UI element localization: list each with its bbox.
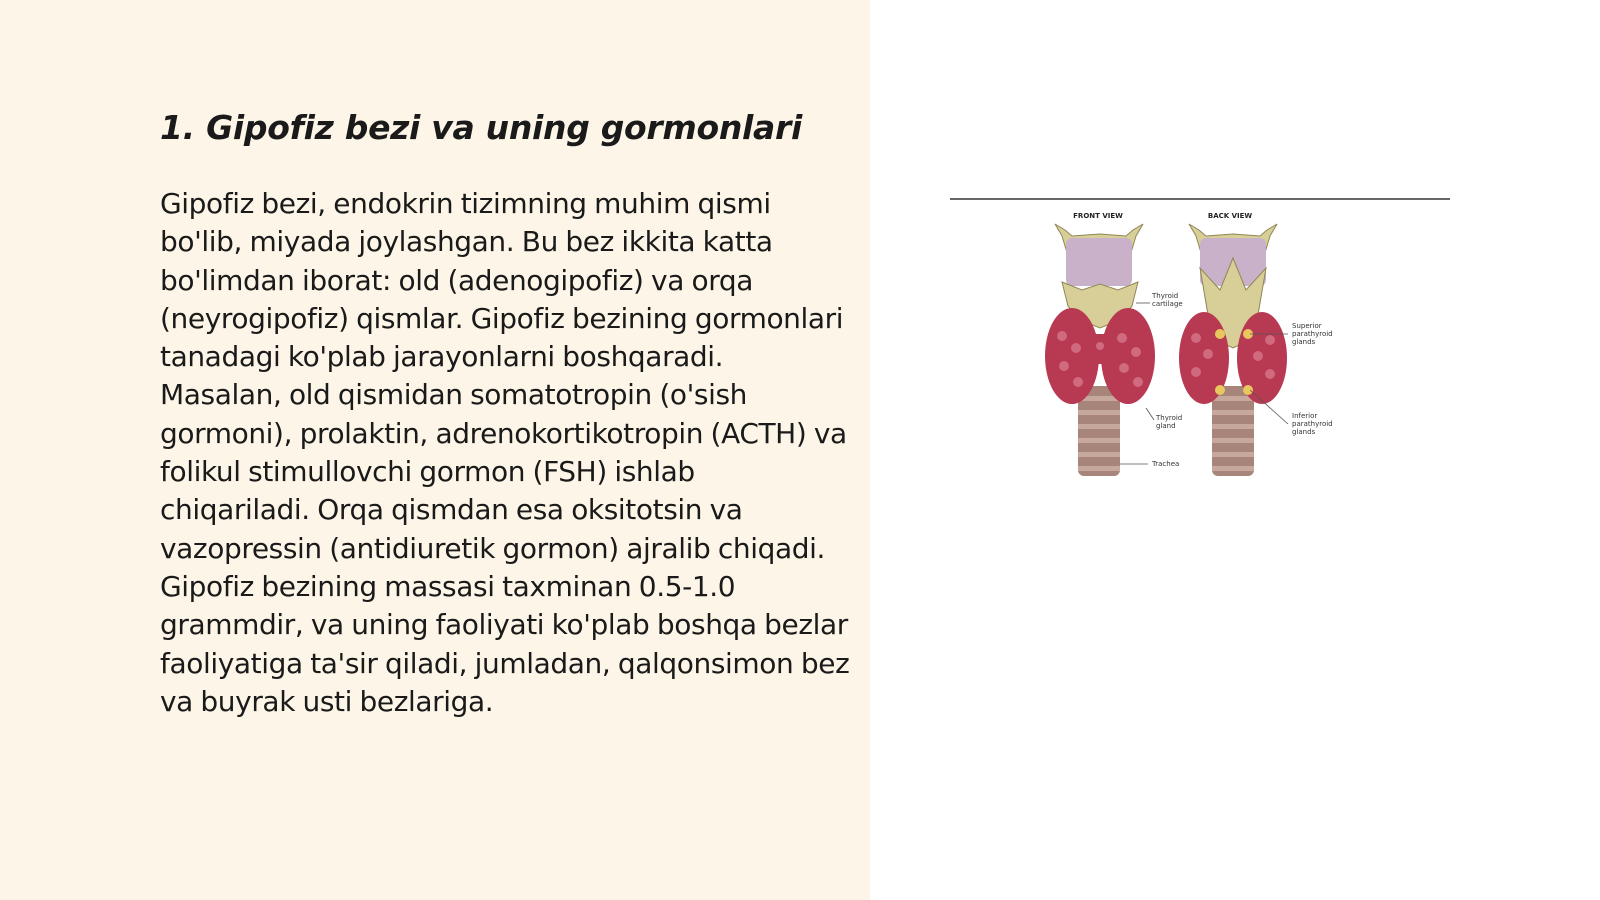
- label-thyroid-cartilage-1: Thyroid: [1152, 292, 1179, 300]
- slide-body-text: Gipofiz bezi, endokrin tizimning muhim qismi bo'lib, miyada joylashgan. Bu bez ikkita katta bo'limdan iborat: old (adenogipofiz) va orqa (neyrogipofiz) qismlar. Gipofiz bezining gormonlari tanadagi ko'plab jarayonlarni boshqaradi. Masalan, old qismidan somatotropin (o'sish gormoni), prolaktin, adrenokortikotropin (ACTH) va folikul stimullovchi gormon (FSH) ishlab chiqariladi. Orqa qismdan esa oksitotsin va vazopressin (antidiuretik gormon) ajralib chiqadi. Gipofiz bezining massasi taxminan 0.5-1.0 grammdir, va uning faoliyati ko'plab boshqa bezlar faoliyatiga ta'sir qiladi, jumladan, qalqonsimon bez va buyrak usti bezlariga.: [160, 187, 850, 718]
- front-view-label: FRONT VIEW: [1073, 212, 1123, 220]
- front-view-drawing: [1045, 224, 1155, 476]
- label-trachea: Trachea: [1152, 460, 1180, 468]
- back-view-drawing: [1179, 224, 1287, 476]
- label-inferior-parathyroid-3: glands: [1292, 428, 1316, 436]
- label-superior-parathyroid-3: glands: [1292, 338, 1316, 346]
- label-superior-parathyroid-2: parathyroid: [1292, 330, 1333, 338]
- label-superior-parathyroid-1: Superior: [1292, 322, 1322, 330]
- label-inferior-parathyroid-2: parathyroid: [1292, 420, 1333, 428]
- thyroid-anatomy-svg: [950, 198, 1450, 478]
- back-view-label: BACK VIEW: [1207, 212, 1253, 220]
- label-inferior-parathyroid-1: Inferior: [1292, 412, 1318, 420]
- inferior-parathyroid-left: [1215, 385, 1225, 395]
- inferior-parathyroid-right: [1243, 385, 1253, 395]
- label-thyroid-cartilage-2: cartilage: [1152, 300, 1183, 308]
- label-thyroid-gland-1: Thyroid: [1156, 414, 1183, 422]
- front-trachea: [1078, 386, 1120, 476]
- label-thyroid-gland-2: gland: [1156, 422, 1176, 430]
- slide-title: 1. Gipofiz bezi va uning gormonlari: [160, 108, 803, 147]
- thyroid-anatomy-illustration: [950, 198, 1450, 478]
- superior-parathyroid-left: [1215, 329, 1225, 339]
- back-trachea: [1212, 386, 1254, 476]
